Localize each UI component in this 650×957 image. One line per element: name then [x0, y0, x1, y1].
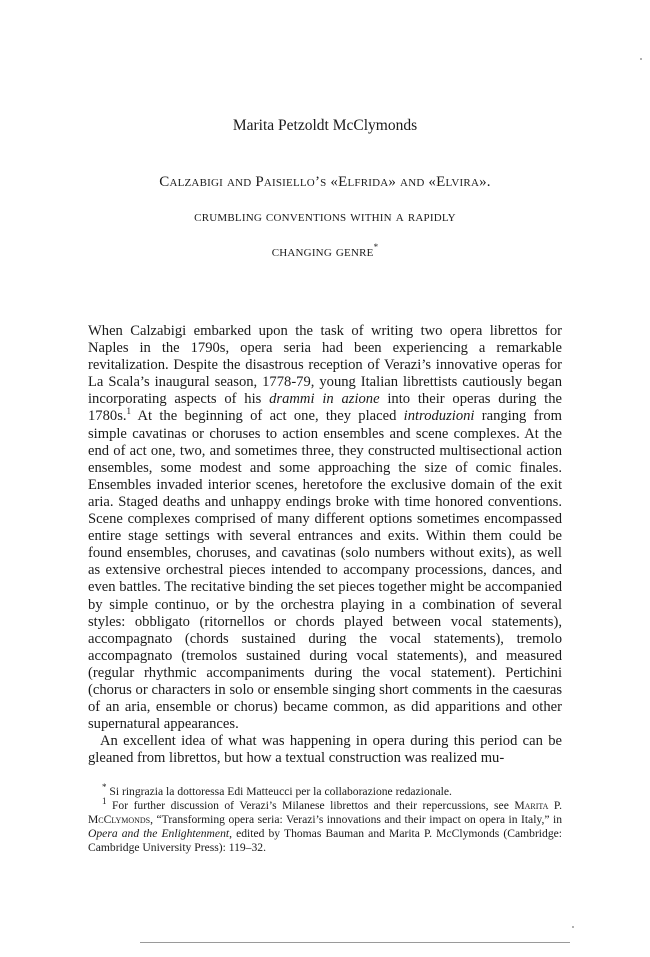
footnote-star-text: Si ringrazia la dottoressa Edi Matteucci per la collaborazione redazionale. [106, 785, 452, 798]
footnote-1-mark: 1 [102, 796, 107, 807]
footnote-ref-1: 1 [126, 406, 132, 417]
p1-text-b: into their operas during the 1780s. [88, 391, 563, 425]
p1-text-c: At the beginning of act one, they placed [131, 408, 404, 425]
p1-text-a: When Calzabigi embarked upon the task of writing two opera librettos for Naples in the 1790s, opera seria had been experiencing a remarkable revitalization. Despite the disastrous reception of Verazi’s innovative operas for La Scala’s inaugural season, 1778-79, young Italian librettists cautiously began incorporating aspects of his [88, 323, 562, 408]
scan-speck [640, 58, 642, 60]
footnotes [88, 782, 562, 855]
footnote-1-author: Marita P. McClymonds [88, 798, 562, 826]
scan-speck [572, 926, 574, 928]
p1-italic-introduzioni: introduzioni [403, 408, 475, 425]
author-name: Marita Petzoldt McClymonds [232, 117, 418, 134]
footnote-1-text-c: , edited by Thomas Bauman and Marita P. McClymonds (Cambridge: Cambridge University Press): 119–32. [88, 826, 562, 854]
paragraph-2: An excellent idea of what was happening in opera during this period can be gleaned from librettos, but how a textual construction was realized mu- [88, 733, 562, 767]
title-line-3 [0, 244, 650, 261]
footnote-1-text-b: , “Transforming opera seria: Verazi’s innovations and their impact on opera in Italy,” in [150, 812, 562, 826]
footnote-star-mark: * [102, 782, 107, 793]
p1-italic-drammi: drammi in azione [269, 391, 380, 408]
body-text [88, 323, 562, 767]
title-line-1: Calzabigi and Paisiello’s «Elfrida» and «Elvira». [159, 174, 491, 190]
footnote-1-text-a: For further discussion of Verazi’s Milanese librettos and their repercussions, see [106, 798, 515, 812]
p1-text-d: ranging from simple cavatinas or choruses to action ensembles and scene complexes. At the end of act one, two, and sometimes three, they constructed multisectional action ensembles, some modest and some approaching the size of comic finales. Ensembles invaded interior scenes, heretofore the exclusive domain of the exit aria. Staged deaths and unhappy endings broke with time honored conventions. Scene complexes comprised of many different options sometimes encompassed entire stage settings with several entrances and exits. Within them could be found ensembles, choruses, and cavatinas (solo numbers without exits), as well as extensive orchestral pieces intended to accompany processions, dances, and even battles. The recitative binding the set pieces together might be accompanied by simple continuo, or by the orchestra playing in a combination of several styles: obbligato (ritornellos or chords played between vocal statements), accompagnato (chords sustained during the vocal statements), tremolo accompagnato (tremolos sustained during vocal statements), and measured (regular rhythmic accompaniments during the vocal statement). Pertichini (chorus or characters in solo or ensemble singing short comments in the caesuras of an aria, ensemble or chorus) became common, as did apparitions and other supernatural appearances. [88, 408, 562, 733]
title-line-2: crumbling conventions within a rapidly [194, 209, 456, 225]
footnote-star [88, 782, 562, 799]
title-footnote-mark: * [373, 242, 379, 252]
footnote-1 [88, 796, 562, 855]
footnote-1-italic-title: Opera and the Enlightenment [88, 826, 230, 840]
page-bottom-rule [140, 942, 570, 943]
title-line-3-text: changing genre [271, 244, 374, 260]
paragraph-1 [88, 323, 562, 733]
